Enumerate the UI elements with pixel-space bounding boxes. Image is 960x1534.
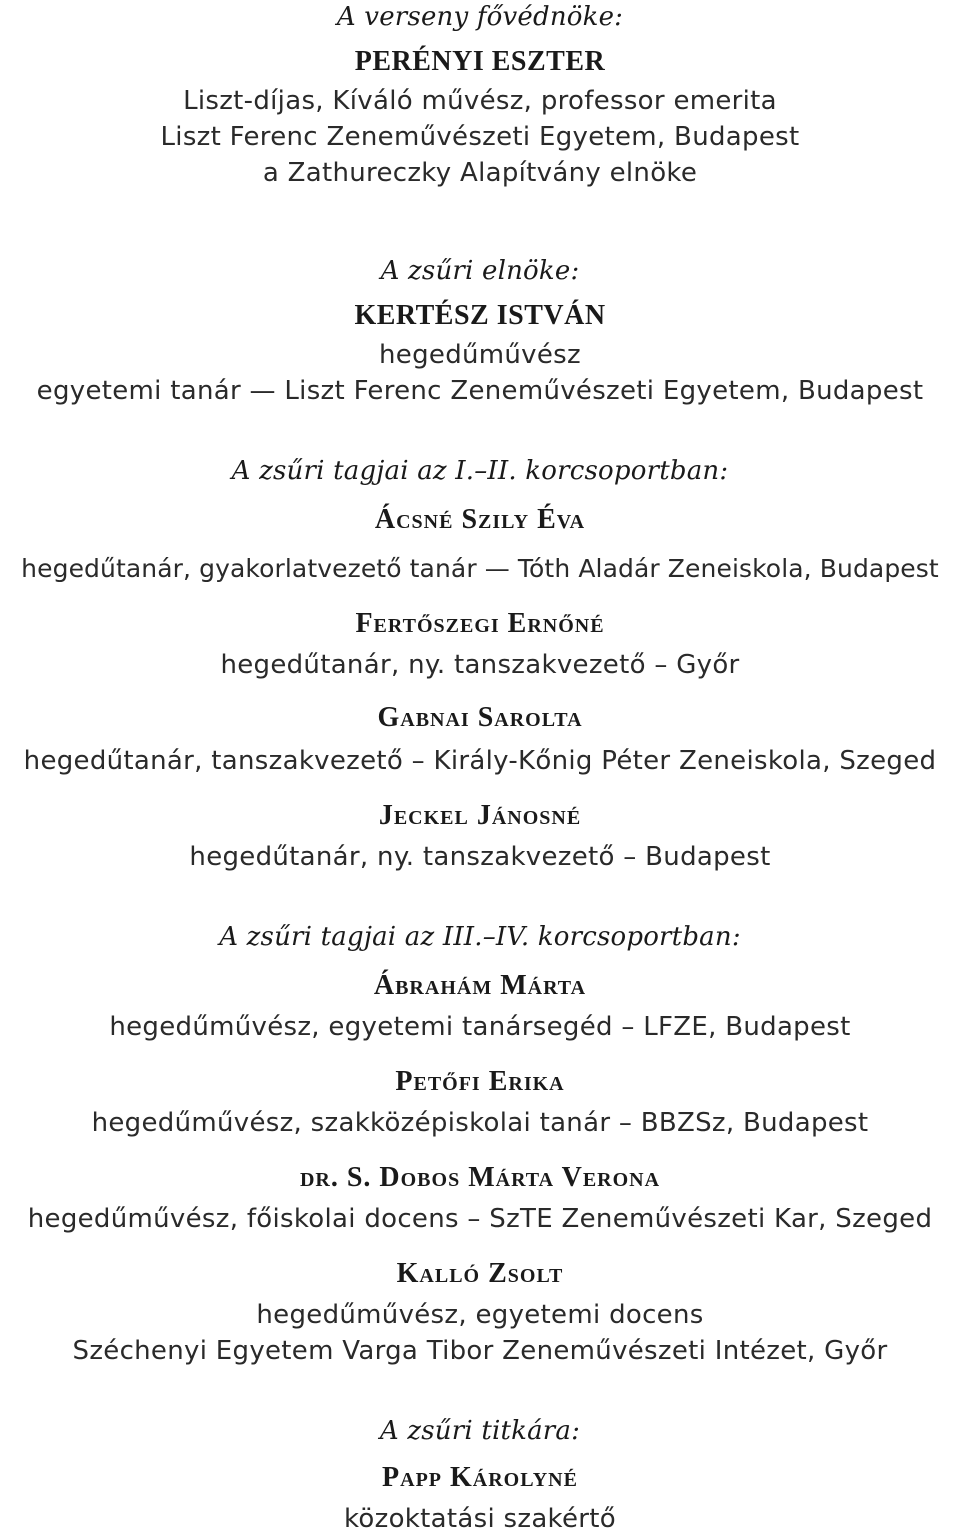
jury-1-2-heading: A zsűri tagjai az I.–II. korcsoportban: bbox=[231, 456, 729, 486]
patron-name: PERÉNYI ESZTER bbox=[354, 46, 606, 77]
secretary-role: közoktatási szakértő bbox=[344, 1504, 616, 1534]
jury-member-name: Ábrahám Márta bbox=[373, 970, 587, 1001]
jury-member-role: hegedűtanár, tanszakvezető – Király-Kőnig Péter Zeneiskola, Szeged bbox=[23, 746, 937, 776]
secretary-name: Papp Károlyné bbox=[382, 1462, 578, 1493]
jury-member-role: hegedűtanár, ny. tanszakvezető – Budapest bbox=[189, 842, 771, 872]
jury-member-name: Kalló Zsolt bbox=[396, 1258, 564, 1289]
jury-member-role-2: Széchenyi Egyetem Varga Tibor Zeneművészeti Intézet, Győr bbox=[72, 1336, 888, 1366]
jury-member-name: Gabnai Sarolta bbox=[377, 702, 583, 733]
jury-member-name: dr. S. Dobos Márta Verona bbox=[299, 1162, 661, 1193]
patron-line-3: a Zathureczky Alapítvány elnöke bbox=[262, 158, 698, 188]
jury-member-name: Fertőszegi Ernőné bbox=[355, 608, 605, 639]
secretary-heading: A zsűri titkára: bbox=[379, 1416, 581, 1446]
patron-heading: A verseny fővédnöke: bbox=[336, 2, 624, 32]
president-name: KERTÉSZ ISTVÁN bbox=[354, 300, 606, 331]
jury-member-role: hegedűművész, egyetemi tanársegéd – LFZE, Budapest bbox=[109, 1012, 851, 1042]
jury-member-name: Petőfi Erika bbox=[395, 1066, 565, 1097]
jury-member-role: hegedűművész, egyetemi docens bbox=[256, 1300, 704, 1330]
president-line-1: hegedűművész bbox=[379, 340, 581, 370]
patron-line-1: Liszt-díjas, Kíváló művész, professor emerita bbox=[183, 86, 777, 116]
jury-member-role: hegedűtanár, ny. tanszakvezető – Győr bbox=[220, 650, 740, 680]
jury-member-name: Jeckel Jánosné bbox=[378, 800, 582, 831]
jury-member-role: hegedűművész, szakközépiskolai tanár – BBZSz, Budapest bbox=[91, 1108, 869, 1138]
president-line-2: egyetemi tanár — Liszt Ferenc Zeneművészeti Egyetem, Budapest bbox=[36, 376, 924, 406]
president-heading: A zsűri elnöke: bbox=[380, 256, 580, 286]
jury-member-role: hegedűművész, főiskolai docens – SzTE Zeneművészeti Kar, Szeged bbox=[27, 1204, 933, 1234]
jury-member-name: Ácsné Szily Éva bbox=[374, 504, 586, 535]
jury-3-4-heading: A zsűri tagjai az III.–IV. korcsoportban: bbox=[219, 922, 741, 952]
jury-member-role: hegedűtanár, gyakorlatvezető tanár — Tóth Aladár Zeneiskola, Budapest bbox=[21, 554, 939, 583]
patron-line-2: Liszt Ferenc Zeneművészeti Egyetem, Budapest bbox=[160, 122, 800, 152]
